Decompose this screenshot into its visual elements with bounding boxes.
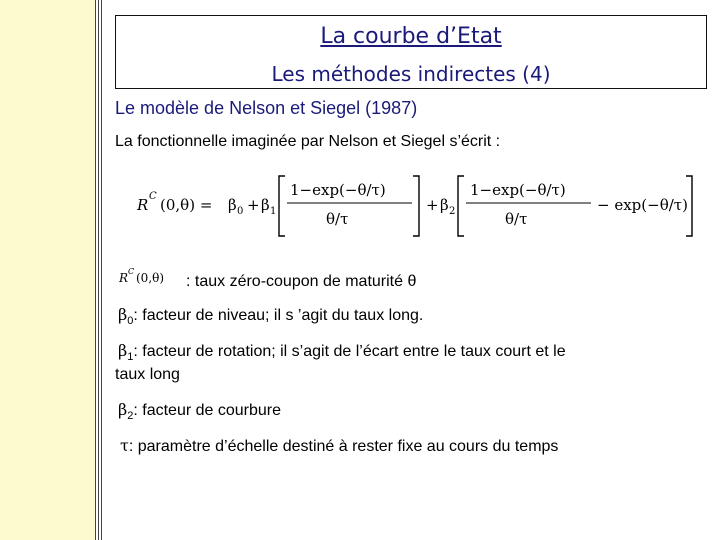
beta1-text-line2: taux long <box>115 366 180 383</box>
rc-symbol <box>118 264 184 288</box>
formula-c: C <box>149 191 157 202</box>
definition-beta2 <box>118 399 281 427</box>
beta1-symbol: β <box>118 341 128 360</box>
slide-title: La courbe d’Etat <box>320 24 502 49</box>
numerator-2: 1−exp(−θ/τ) <box>470 181 566 199</box>
formula-args: (0,θ) = <box>160 196 213 214</box>
formula-beta1: β <box>261 196 270 214</box>
formula-sub1: 1 <box>270 206 277 217</box>
formula-beta2: β <box>440 196 449 214</box>
definition-beta0 <box>118 304 423 332</box>
bracket-left-2 <box>458 176 464 236</box>
section-heading: Le modèle de Nelson et Siegel (1987) <box>115 98 418 118</box>
beta0-subscript: 0 <box>127 315 134 328</box>
formula-plus2: + <box>426 196 439 214</box>
beta1-subscript: 1 <box>127 351 134 364</box>
beta2-symbol: β <box>118 400 128 419</box>
formula-sub0: 0 <box>237 206 244 217</box>
formula-sub2: 2 <box>449 206 456 217</box>
denominator-1: θ/τ <box>326 210 349 228</box>
formula-minus-exp: − exp(−θ/τ) <box>597 196 688 214</box>
formula-beta0: β <box>228 196 237 214</box>
title-box <box>115 15 707 89</box>
rc-c: C <box>128 267 135 276</box>
intro-text: La fonctionnelle imaginée par Nelson et Siegel s’écrit : <box>115 133 501 150</box>
slide-subtitle: Les méthodes indirectes (4) <box>271 62 551 86</box>
beta1-text-line1: : facteur de rotation; il s’agit de l’écart entre le taux court et le <box>133 343 566 360</box>
definition-tau <box>120 435 558 458</box>
tau-symbol: τ <box>120 436 129 455</box>
rc-args: (0,θ) <box>136 271 165 285</box>
left-decorative-band <box>0 0 95 540</box>
beta2-text: : facteur de courbure <box>133 402 282 419</box>
bracket-right-1 <box>413 176 419 236</box>
formula-plus1: + <box>247 196 260 214</box>
rc-r: R <box>119 271 129 285</box>
definition-rc: : taux zéro-coupon de maturité θ <box>186 273 417 290</box>
vertical-rule <box>95 0 96 540</box>
tau-text: : paramètre d’échelle destiné à rester fixe au cours du temps <box>128 438 559 455</box>
denominator-2: θ/τ <box>505 210 528 228</box>
bracket-left-1 <box>279 176 285 236</box>
definition-beta1 <box>118 340 566 368</box>
vertical-rule <box>98 0 99 540</box>
numerator-1: 1−exp(−θ/τ) <box>290 181 386 199</box>
formula-r: R <box>137 196 149 214</box>
vertical-rule <box>101 0 102 540</box>
beta2-subscript: 2 <box>127 410 134 423</box>
beta0-text: : facteur de niveau; il s ’agit du taux long. <box>133 307 424 324</box>
beta0-symbol: β <box>118 305 128 324</box>
nelson-siegel-formula <box>130 168 700 243</box>
